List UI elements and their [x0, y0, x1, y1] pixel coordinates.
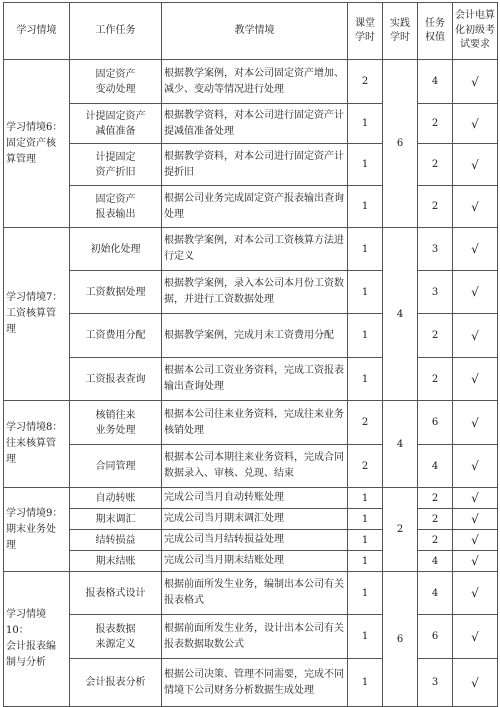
weight-cell: 3	[418, 659, 453, 707]
table-row	[4, 144, 498, 186]
task-cell: 核销往来 业务处理	[70, 401, 162, 445]
practice-hours-cell: 6	[383, 572, 418, 707]
header-class-hours: 课堂 学时	[348, 3, 383, 60]
table-row	[4, 445, 498, 488]
exam-check-cell: √	[453, 314, 498, 358]
table-row	[4, 488, 498, 509]
class-hours-cell: 1	[348, 271, 383, 314]
header-weight: 任务 权值	[418, 3, 453, 60]
table-row	[4, 60, 498, 104]
exam-check-cell: √	[453, 186, 498, 228]
class-hours-cell: 2	[348, 445, 383, 488]
weight-cell: 6	[418, 615, 453, 659]
weight-cell: 2	[418, 104, 453, 144]
weight-cell: 2	[418, 144, 453, 186]
class-hours-cell: 1	[348, 314, 383, 358]
table-row	[4, 572, 498, 615]
task-cell: 合同管理	[70, 445, 162, 488]
exam-check-cell: √	[453, 530, 498, 551]
task-cell: 结转损益	[70, 530, 162, 551]
weight-cell: 2	[418, 488, 453, 509]
exam-check-cell: √	[453, 358, 498, 401]
teaching-cell: 根据本公司往来业务资料，完成往来业务核销处理	[162, 401, 348, 445]
exam-check-cell: √	[453, 659, 498, 707]
exam-check-cell: √	[453, 228, 498, 271]
table-row	[4, 104, 498, 144]
table-row	[4, 228, 498, 271]
teaching-cell: 根据公司决策、管理不同需要，完成不同情境下公司财务分析数据生成处理	[162, 659, 348, 707]
task-cell: 工资报表查询	[70, 358, 162, 401]
class-hours-cell: 1	[348, 186, 383, 228]
exam-check-cell: √	[453, 488, 498, 509]
weight-cell: 2	[418, 186, 453, 228]
header-exam-requirement: 会计电算 化初级考 试要求	[453, 3, 498, 60]
exam-check-cell: √	[453, 509, 498, 530]
class-hours-cell: 1	[348, 144, 383, 186]
teaching-cell: 根据本公司本期往来业务资料，完成合同数据录入、审核、兑现、结束	[162, 445, 348, 488]
task-cell: 期末调汇	[70, 509, 162, 530]
class-hours-cell: 2	[348, 401, 383, 445]
class-hours-cell: 1	[348, 572, 383, 615]
task-cell: 工资数据处理	[70, 271, 162, 314]
class-hours-cell: 1	[348, 509, 383, 530]
curriculum-table	[3, 2, 498, 707]
exam-check-cell: √	[453, 551, 498, 572]
teaching-cell: 根据本公司工资业务资料，完成工资报表输出查询处理	[162, 358, 348, 401]
table-row	[4, 551, 498, 572]
scenario-cell: 学习情境8： 往来核算管 理	[4, 401, 70, 488]
weight-cell: 2	[418, 358, 453, 401]
table-row	[4, 314, 498, 358]
weight-cell: 4	[418, 572, 453, 615]
task-cell: 计提固定资产 减值准备	[70, 104, 162, 144]
weight-cell: 2	[418, 530, 453, 551]
header-task: 工作任务	[70, 3, 162, 60]
header-practice-hours: 实践 学时	[383, 3, 418, 60]
teaching-cell: 完成公司当月结转损益处理	[162, 530, 348, 551]
exam-check-cell: √	[453, 445, 498, 488]
header-row	[4, 3, 498, 60]
practice-hours-cell: 2	[383, 488, 418, 572]
class-hours-cell: 1	[348, 358, 383, 401]
task-cell: 计提固定 资产折旧	[70, 144, 162, 186]
scenario-cell: 学习情境7： 工资核算管 理	[4, 228, 70, 401]
task-cell: 初始化处理	[70, 228, 162, 271]
table-row	[4, 271, 498, 314]
table-row	[4, 530, 498, 551]
class-hours-cell: 1	[348, 228, 383, 271]
task-cell: 会计报表分析	[70, 659, 162, 707]
teaching-cell: 根据公司业务完成固定资产报表输出查询处理	[162, 186, 348, 228]
scenario-cell: 学习情境9： 期末业务处 理	[4, 488, 70, 572]
exam-check-cell: √	[453, 615, 498, 659]
weight-cell: 4	[418, 551, 453, 572]
exam-check-cell: √	[453, 401, 498, 445]
table-row	[4, 358, 498, 401]
scenario-cell: 学习情境6： 固定资产核 算管理	[4, 60, 70, 228]
weight-cell: 4	[418, 445, 453, 488]
header-teaching: 教学情境	[162, 3, 348, 60]
class-hours-cell: 1	[348, 659, 383, 707]
practice-hours-cell: 4	[383, 228, 418, 401]
weight-cell: 3	[418, 271, 453, 314]
exam-check-cell: √	[453, 271, 498, 314]
task-cell: 报表格式设计	[70, 572, 162, 615]
weight-cell: 2	[418, 509, 453, 530]
table-row	[4, 509, 498, 530]
exam-check-cell: √	[453, 104, 498, 144]
weight-cell: 3	[418, 228, 453, 271]
teaching-cell: 根据教学案例，对本公司固定资产增加、减少、变动等情况进行处理	[162, 60, 348, 104]
teaching-cell: 根据教学资料，对本公司进行固定资产计提减值准备处理	[162, 104, 348, 144]
task-cell: 报表数据 来源定义	[70, 615, 162, 659]
teaching-cell: 根据教学案例，完成月末工资费用分配	[162, 314, 348, 358]
teaching-cell: 根据前面所发生业务，编制出本公司有关报表格式	[162, 572, 348, 615]
exam-check-cell: √	[453, 60, 498, 104]
task-cell: 固定资产 变动处理	[70, 60, 162, 104]
class-hours-cell: 2	[348, 60, 383, 104]
class-hours-cell: 1	[348, 104, 383, 144]
practice-hours-cell: 4	[383, 401, 418, 488]
teaching-cell: 根据教学资料，对本公司进行固定资产计提折旧	[162, 144, 348, 186]
exam-check-cell: √	[453, 144, 498, 186]
teaching-cell: 根据教学案例，对本公司工资核算方法进行定义	[162, 228, 348, 271]
teaching-cell: 根据教学案例，录入本公司本月份工资数据，并进行工资数据处理	[162, 271, 348, 314]
task-cell: 固定资产 报表输出	[70, 186, 162, 228]
class-hours-cell: 1	[348, 488, 383, 509]
scenario-cell: 学习情境10： 会计报表编 制与分析	[4, 572, 70, 707]
task-cell: 工资费用分配	[70, 314, 162, 358]
class-hours-cell: 1	[348, 551, 383, 572]
task-cell: 期末结账	[70, 551, 162, 572]
weight-cell: 2	[418, 314, 453, 358]
practice-hours-cell: 6	[383, 60, 418, 228]
teaching-cell: 完成公司当月期末调汇处理	[162, 509, 348, 530]
task-cell: 自动转账	[70, 488, 162, 509]
teaching-cell: 完成公司当月自动转账处理	[162, 488, 348, 509]
header-scenario: 学习情境	[4, 3, 70, 60]
weight-cell: 6	[418, 401, 453, 445]
teaching-cell: 根据前面所发生业务，设计出本公司有关报表数据取数公式	[162, 615, 348, 659]
weight-cell: 4	[418, 60, 453, 104]
table-row	[4, 186, 498, 228]
class-hours-cell: 1	[348, 530, 383, 551]
table-row	[4, 659, 498, 707]
teaching-cell: 完成公司当月期末结账处理	[162, 551, 348, 572]
class-hours-cell: 1	[348, 615, 383, 659]
table-row	[4, 615, 498, 659]
table-row	[4, 401, 498, 445]
exam-check-cell: √	[453, 572, 498, 615]
